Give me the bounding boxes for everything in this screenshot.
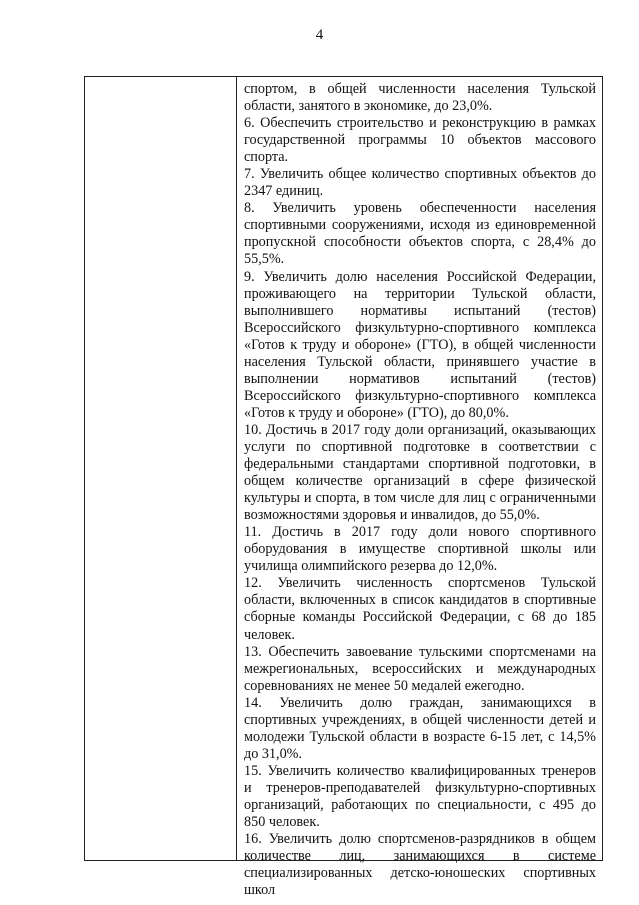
- paragraph-continuation: спортом, в общей численности населения Тульской области, занятого в экономике, до 23,0%.: [244, 81, 596, 115]
- paragraph-item-10: 10. Достичь в 2017 году доли организаций, оказывающих услуги по спортивной подготовке в соответствии с федеральными стандартами спортивной подготовки, в общем количестве организаций в сфере физической культуры и спорта, в том числе для лиц с ограниченными возможностями здоровья и инвалидов, до 55,0%.: [244, 421, 596, 524]
- paragraph-item-16: 16. Увеличить долю спортсменов-разрядников в общем количестве лиц, занимающихся в системе специализированных детско-юношеских спортивных школ: [244, 831, 596, 899]
- paragraph-item-14: 14. Увеличить долю граждан, занимающихся в спортивных учреждениях, в общей численности детей и молодежи Тульской области в возрасте 6-15 лет, с 14,5% до 31,0%.: [244, 694, 596, 762]
- table-left-cell: [85, 77, 237, 860]
- page-number: 4: [315, 27, 324, 43]
- paragraph-item-8: 8. Увеличить уровень обеспеченности населения спортивными сооружениями, исходя из единовременной пропускной способности объектов спорта, с 28,4% до 55,5%.: [244, 200, 596, 268]
- paragraph-item-15: 15. Увеличить количество квалифицированных тренеров и тренеров-преподавателей физкультурно-спортивных организаций, работающих по специальности, с 495 до 850 человек.: [244, 762, 596, 831]
- paragraph-item-11: 11. Достичь в 2017 году доли нового спортивного оборудования в имуществе спортивной школы или училища олимпийского резерва до 12,0%.: [244, 524, 596, 575]
- paragraph-item-9: 9. Увеличить долю населения Российской Федерации, проживающего на территории Тульской области, выполнившего нормативы испытаний (тестов) Всероссийского физкультурно-спортивного комплекса «Готов к труду и обороне» (ГТО), в общей численности населения Тульской области, принявшего участие в выполнении нормативов испытаний (тестов) Всероссийского физкультурно-спортивного комплекса «Готов к труду и обороне» (ГТО), до 80,0%.: [244, 268, 596, 421]
- paragraph-item-7: 7. Увеличить общее количество спортивных объектов до 2347 единиц.: [244, 166, 596, 200]
- table-right-cell: [237, 77, 602, 899]
- paragraph-item-12: 12. Увеличить численность спортсменов Тульской области, включенных в список кандидатов в спортивные сборные команды Российской Федерации, с 68 до 185 человек.: [244, 575, 596, 643]
- paragraph-item-13: 13. Обеспечить завоевание тульскими спортсменами на межрегиональных, всероссийских и международных соревнованиях не менее 50 медалей ежегодно.: [244, 643, 596, 694]
- paragraph-item-6: 6. Обеспечить строительство и реконструкцию в рамках государственной программы 10 объектов массового спорта.: [244, 115, 596, 166]
- document-table: [84, 76, 603, 899]
